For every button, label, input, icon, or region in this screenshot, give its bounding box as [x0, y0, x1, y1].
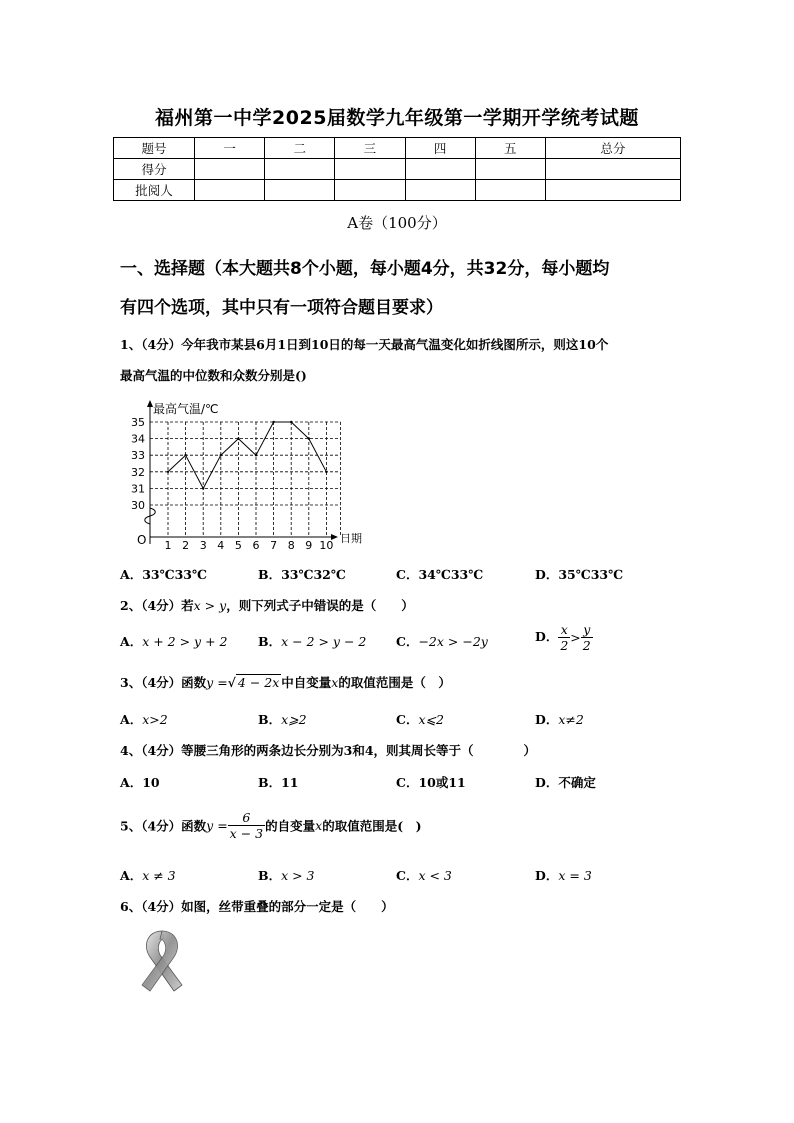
score-header-cell: 三: [335, 138, 405, 159]
score-cell: [335, 159, 405, 180]
data-point: [237, 437, 239, 439]
x-tick-labels: [165, 539, 334, 552]
option-expr: x = 3: [558, 868, 592, 883]
q4-option-c[interactable]: C．10或11: [396, 775, 466, 790]
x-tick-label: 9: [305, 539, 313, 552]
option-expr: −2x > −2y: [418, 634, 488, 649]
score-cell: [405, 159, 475, 180]
q5-prefix: 5、（4分）函数: [120, 818, 207, 834]
y-tick-label: 30: [131, 499, 145, 512]
y-tick-label: 31: [131, 482, 145, 496]
q2-prefix: 2、（4分）若: [120, 598, 194, 613]
q4-option-a[interactable]: A．10: [120, 775, 160, 790]
q5-suffix: 的自变量: [265, 818, 316, 834]
q3-suffix: 中自变量: [281, 675, 332, 690]
section1-heading-line2: 有四个选项，其中只有一项符合题目要求）: [120, 298, 443, 318]
option-expr: x ≠ 3: [142, 868, 176, 883]
q3-option-d[interactable]: [535, 710, 584, 728]
data-point: [220, 454, 222, 456]
q2-option-a[interactable]: [120, 632, 227, 650]
q2-option-b[interactable]: [258, 632, 366, 650]
numerator: y: [581, 622, 593, 638]
denominator: 2: [582, 638, 591, 653]
q3-radicand: 4 − 2x: [237, 675, 280, 690]
comparison-operator: >: [570, 630, 581, 645]
data-point: [325, 471, 327, 473]
q3-option-c[interactable]: [396, 710, 444, 728]
x-tick-label: 7: [270, 539, 278, 552]
option-label: A．: [120, 868, 143, 883]
x-tick-label: 1: [164, 539, 172, 552]
x-tick-label: 4: [217, 539, 225, 552]
score-cell: [405, 180, 475, 201]
q4-option-d[interactable]: D．不确定: [535, 775, 596, 790]
q1-option-c[interactable]: C．34℃33℃: [396, 567, 484, 582]
y-tick-label: 35: [131, 416, 145, 429]
score-cell: [265, 159, 335, 180]
score-cell: [195, 180, 265, 201]
line-segment: [168, 455, 186, 472]
score-table-row: [114, 159, 681, 180]
score-header-cell: 一: [195, 138, 265, 159]
option-label: B．: [258, 868, 282, 883]
x-axis-label: 日期: [340, 532, 362, 545]
y-axis-label: 最高气温/℃: [153, 402, 219, 416]
score-header-cell: 四: [405, 138, 475, 159]
option-expr: x⩾2: [281, 712, 307, 727]
option-label: A．: [120, 712, 143, 727]
option-expr: x + 2 > y + 2: [142, 634, 228, 649]
q5-option-b[interactable]: [258, 866, 315, 884]
q4-option-b[interactable]: B．11: [258, 775, 299, 790]
q2-condition: x > y: [193, 598, 227, 613]
line-segment: [238, 439, 256, 456]
score-header-cell: 总分: [545, 138, 680, 159]
option-label: D．: [535, 868, 559, 883]
option-expr: x < 3: [418, 868, 452, 883]
q5-function-name: y =: [206, 818, 228, 833]
score-cell: [265, 180, 335, 201]
page-title: 福州第一中学2025届数学九年级第一学期开学统考试题: [155, 107, 639, 129]
q5-fraction: [228, 810, 265, 841]
q5-option-c[interactable]: [396, 866, 452, 884]
section-a-title: A卷（100分）: [347, 214, 447, 232]
q1-stem-line1: 1、（4分）今年我市某县6月1日到10日的每一天最高气温变化如折线图所示，则这10个: [120, 337, 609, 352]
line-segment: [291, 422, 309, 439]
x-tick-label: 8: [287, 539, 295, 552]
y-tick-label: 34: [131, 432, 145, 446]
radical-sign: √: [227, 675, 236, 690]
numerator: x: [558, 622, 570, 638]
chart-grid: [150, 422, 340, 537]
q1-stem-line2: 最高气温的中位数和众数分别是(): [120, 368, 307, 383]
fraction-left: [558, 622, 570, 653]
score-cell: [475, 180, 545, 201]
q2-option-c[interactable]: [396, 632, 488, 650]
q6-stem: 6、（4分）如图，丝带重叠的部分一定是（ ）: [120, 899, 394, 914]
score-cell: [195, 159, 265, 180]
q5-option-d[interactable]: [535, 866, 592, 884]
q2-option-d[interactable]: [535, 622, 593, 653]
q3-stem: [120, 673, 690, 691]
score-table-row: [114, 180, 681, 201]
option-label: C．: [396, 634, 419, 649]
score-cell: [475, 159, 545, 180]
data-point: [202, 487, 204, 489]
data-point: [167, 471, 169, 473]
data-point: [255, 454, 257, 456]
option-label: C．: [396, 868, 419, 883]
score-table-header-row: [114, 138, 681, 159]
q3-option-b[interactable]: [258, 710, 307, 728]
option-label: B．: [258, 634, 282, 649]
option-expr: x > 3: [281, 868, 315, 883]
score-table: [113, 137, 681, 201]
score-header-cell: 二: [265, 138, 335, 159]
q3-variable: x: [331, 675, 339, 690]
q1-option-d[interactable]: D．35℃33℃: [535, 567, 624, 582]
data-point: [272, 421, 274, 423]
q5-option-a[interactable]: [120, 866, 176, 884]
q1-option-a[interactable]: A．33℃33℃: [120, 567, 207, 582]
option-expr: x>2: [142, 712, 168, 727]
q5-suffix2: 的取值范围是( ): [322, 818, 422, 834]
y-tick-labels: [131, 416, 145, 512]
q2-suffix: ，则下列式子中错误的是（ ）: [226, 598, 414, 613]
numerator: 6: [228, 810, 265, 826]
x-tick-label: 2: [182, 539, 190, 552]
temperature-line-chart: [128, 398, 368, 553]
data-point: [290, 421, 292, 423]
option-label: B．: [258, 712, 282, 727]
line-segment: [221, 439, 239, 456]
q2-stem: [120, 596, 690, 614]
option-label: A．: [120, 634, 143, 649]
score-cell: [545, 180, 680, 201]
denominator: x − 3: [229, 826, 264, 841]
score-cell: [335, 180, 405, 201]
x-tick-label: 10: [319, 539, 334, 552]
option-expr: x⩽2: [418, 712, 444, 727]
data-point: [184, 454, 186, 456]
fraction-right: [581, 622, 593, 653]
q3-prefix: 3、（4分）函数: [120, 675, 207, 690]
option-label: D．: [535, 712, 559, 727]
option-label: D．: [535, 629, 559, 644]
q5-stem: [120, 810, 690, 841]
q3-option-a[interactable]: [120, 710, 168, 728]
x-tick-label: 3: [199, 539, 207, 552]
option-label: C．: [396, 712, 419, 727]
q5-variable: x: [315, 818, 323, 833]
q4-stem: 4、（4分）等腰三角形的两条边长分别为3和4，则其周长等于（ ）: [120, 743, 537, 758]
origin-label: O: [137, 533, 147, 547]
score-row-label: 得分: [114, 159, 195, 180]
score-row-label: 批阅人: [114, 180, 195, 201]
y-tick-label: 32: [131, 465, 145, 479]
ribbon-figure: [132, 925, 192, 997]
section1-heading-line1: 一、选择题（本大题共8个小题，每小题4分，共32分，每小题均: [120, 259, 610, 279]
q1-option-b[interactable]: B．33℃32℃: [258, 567, 346, 582]
y-tick-label: 33: [131, 449, 145, 463]
score-header-cell: 题号: [114, 138, 195, 159]
option-expr: x − 2 > y − 2: [281, 634, 367, 649]
x-tick-label: 5: [234, 539, 242, 552]
x-tick-label: 6: [252, 539, 260, 552]
option-expr: x≠2: [558, 712, 584, 727]
q3-suffix2: 的取值范围是（ ）: [338, 675, 451, 690]
denominator: 2: [560, 638, 569, 653]
data-point: [308, 437, 310, 439]
score-cell: [545, 159, 680, 180]
score-header-cell: 五: [475, 138, 545, 159]
q3-function-name: y =: [206, 675, 228, 690]
